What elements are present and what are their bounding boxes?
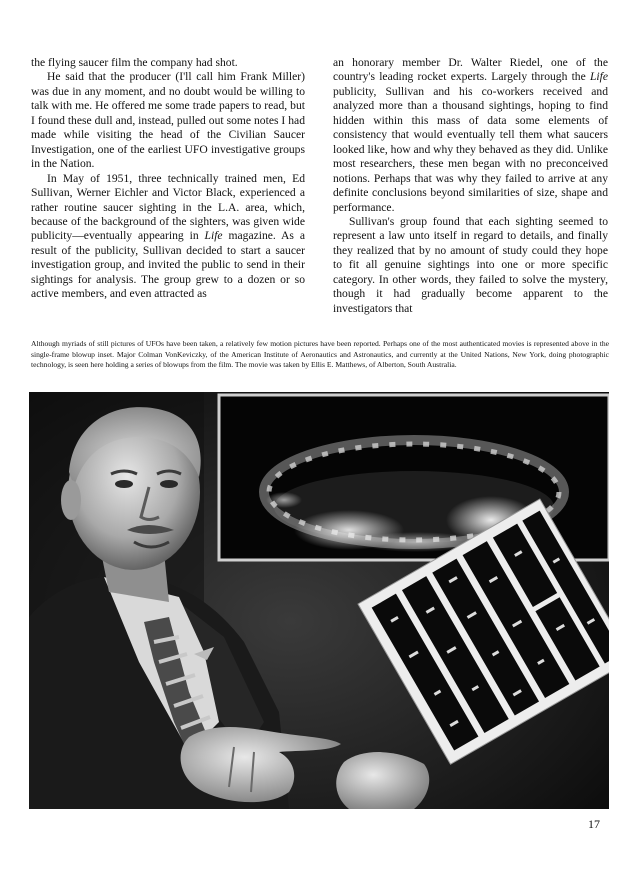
magazine-title: Life [589, 70, 608, 84]
text-run: an honorary member Dr. Walter Riedel, one of the country's leading rocket experts. Largely through the [333, 56, 608, 84]
paragraph: the flying saucer film the company had shot. [31, 56, 238, 69]
text-run: In May of 1951, three technically trained men, Ed Sullivan, Werner Eichler and Victor Black, experienced a rather routine saucer sighting in the L.A. area, which, because of the background of the sighters, was given wide publicity—eventually appearing in [31, 171, 305, 243]
photo-composite [29, 392, 609, 809]
text-run: magazine. As a result of the publicity, Sullivan decided to start a saucer investigation group, and invited the public to send in their sightings for analysis. The group grew to a dozen or so active members, and even attracted as [31, 229, 305, 301]
magazine-title: Life [204, 229, 223, 243]
text-run: publicity, Sullivan and his co-workers received and analyzed more than a thousand sightings, hoping to find hidden within this mass of data some elements of consistency that would eventually tell them what saucers looked like, how and why they behaved as they did. Unlike most researchers, these men began with no preconceived notions. Perhaps that was why they failed to arrive at any definite conclusions beyond similarities of size, shape and performance. [333, 84, 608, 214]
page-number: 17 [588, 817, 600, 831]
holding-hand [336, 752, 429, 809]
paragraph: He said that the producer (I'll call him Frank Miller) was due in any moment, and no doubt would be willing to talk with me. He offered me some trade papers to read, but I found these dull and, instead, pulled out some notes I had made while visiting the head of the Civilian Saucer Investigation, one of the earliest UFO investigative groups in the Nation. [31, 70, 305, 171]
paragraph [333, 56, 608, 215]
paragraph: Sullivan's group found that each sighting seemed to represent a law unto itself in regard to details, and finally they realized that by no amount of study could they hope to fit all genuine sightings into one or more specific category. In other words, they failed to solve the mystery, though it had gradually become apparent to the investigators that [333, 214, 608, 315]
right-text-column [333, 56, 608, 316]
left-text-column [31, 56, 305, 302]
photo-caption: Although myriads of still pictures of UFOs have been taken, a relatively few motion pictures have been reported. Perhaps one of the most authenticated movies is represented above in the single-frame blowup inset. Major Colman VonKeviczky, of the American Institute of Aeronautics and Astronautics, and currently at the United Nations, New York, doing photographic technology, is seen here holding a series of blowups from the film. The movie was taken by Ellis E. Matthews, of Alberton, South Australia. [31, 339, 609, 370]
paragraph [31, 172, 305, 302]
